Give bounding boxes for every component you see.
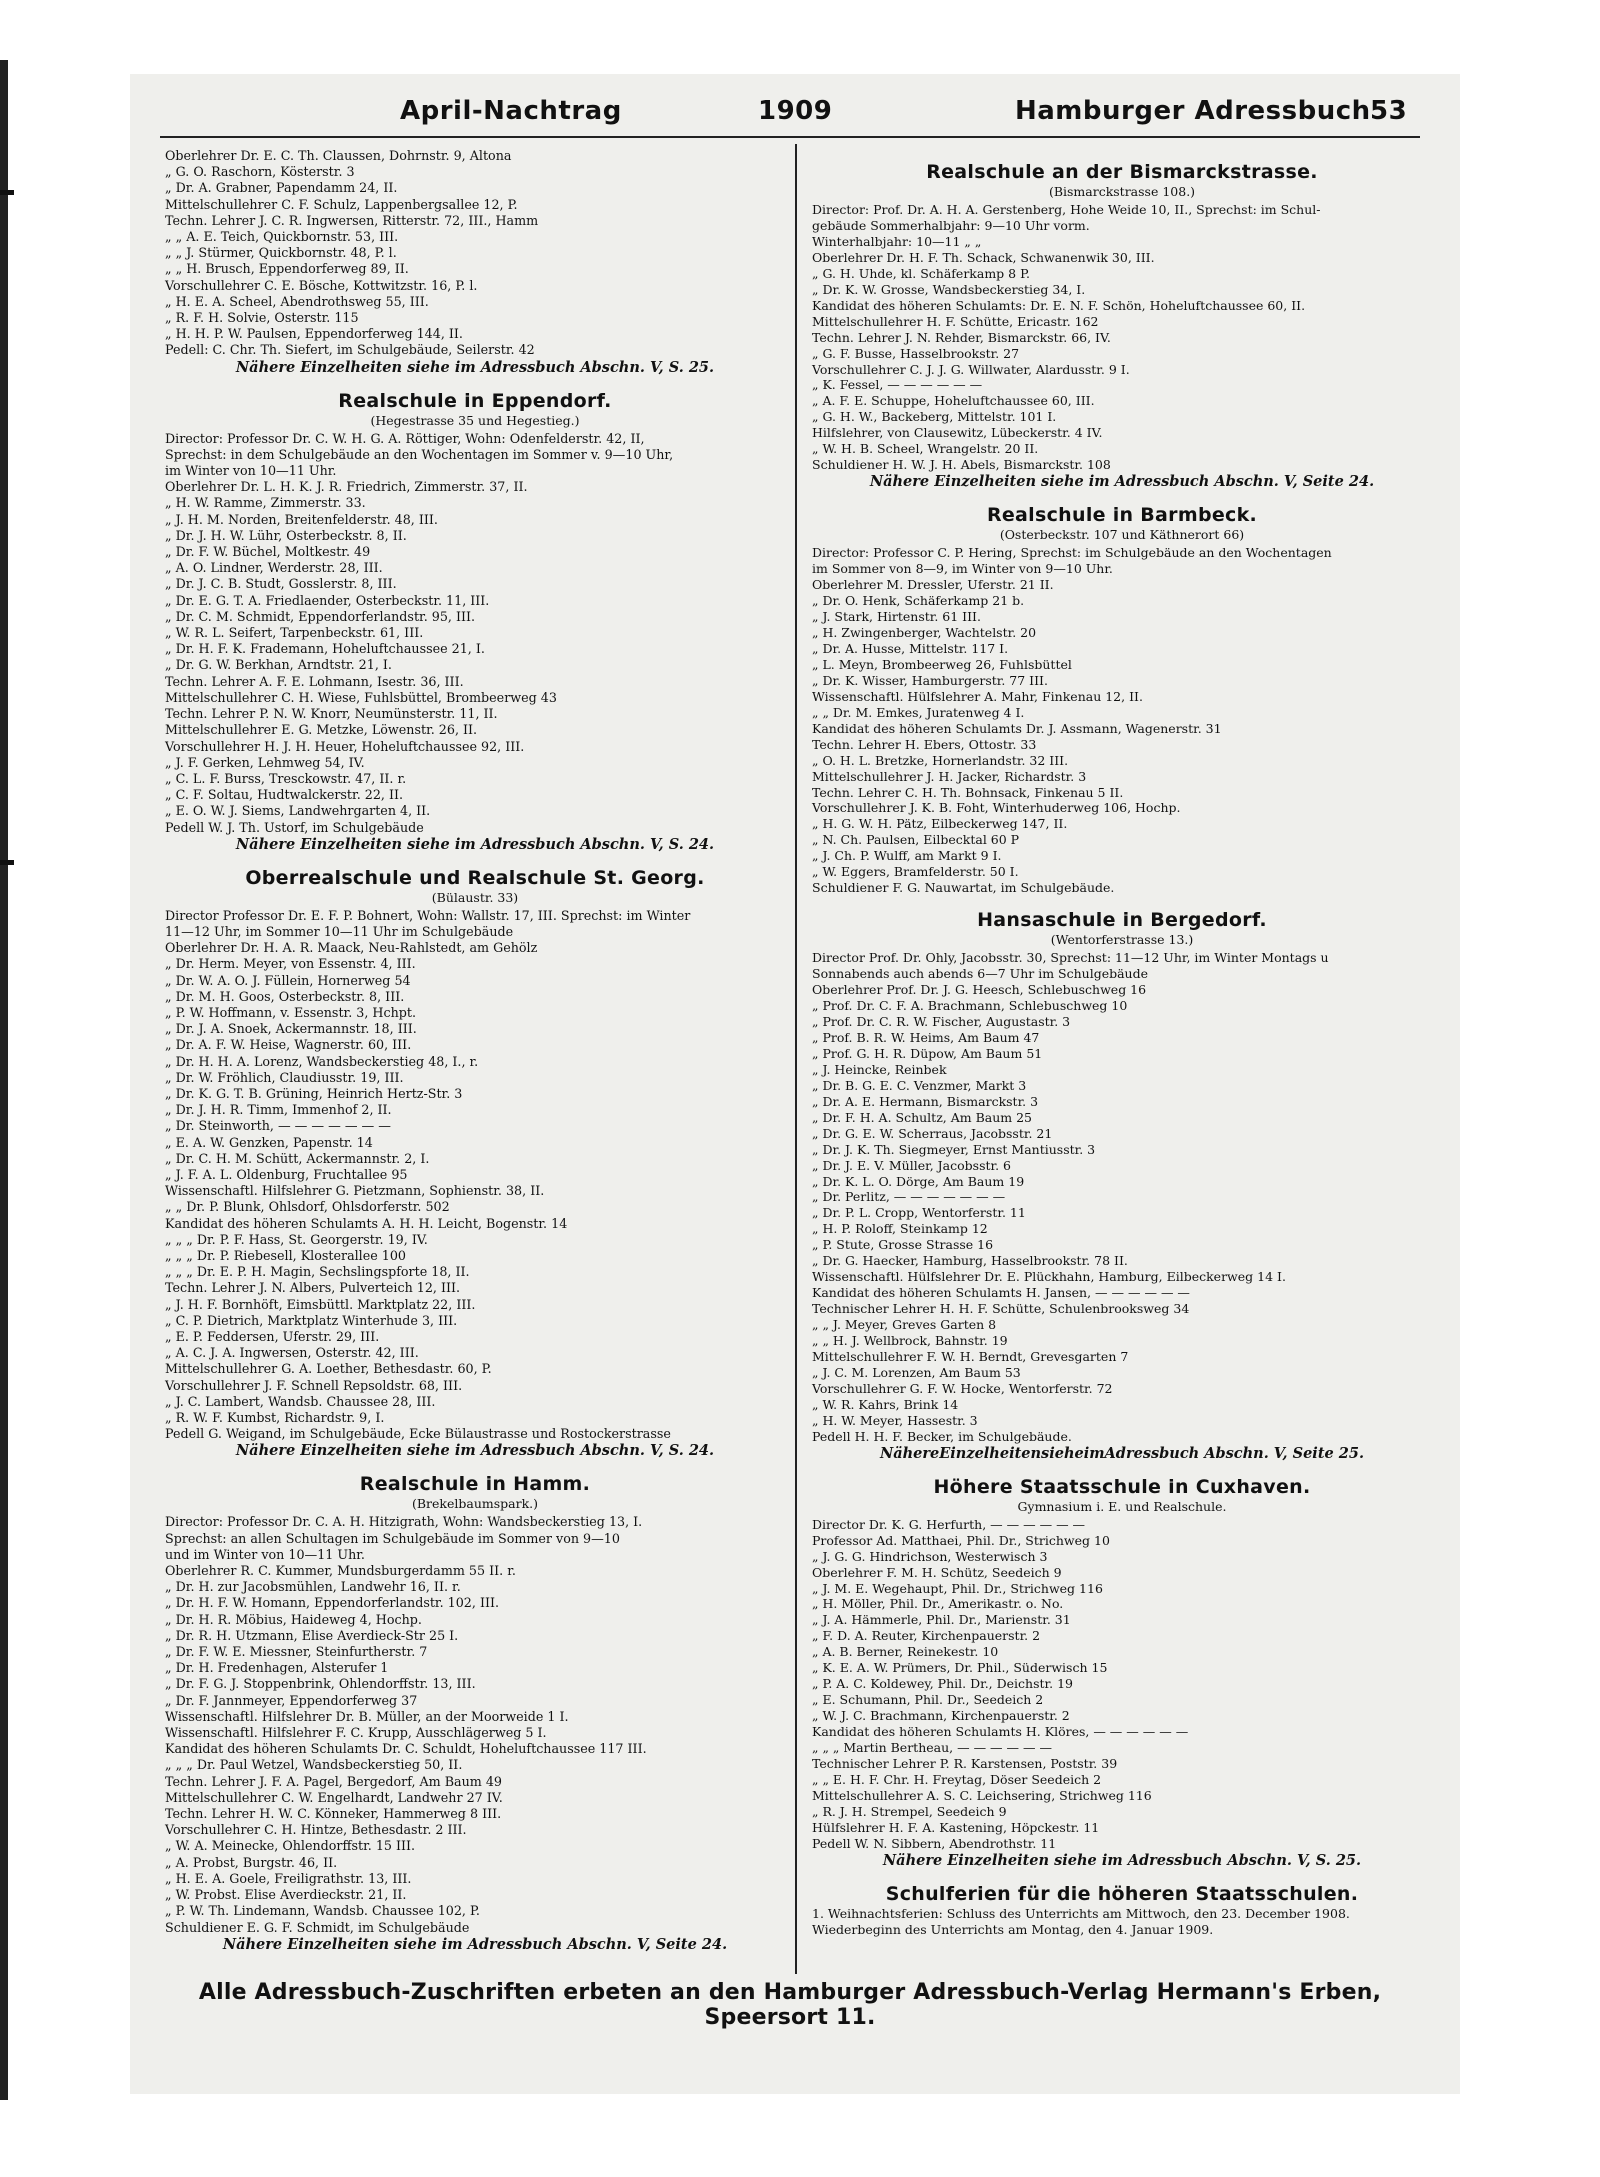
entry-line: Oberlehrer Dr. E. C. Th. Claussen, Dohrnstr. 9, Altona: [165, 148, 512, 163]
entry-line: Schuldiener E. G. F. Schmidt, im Schulgebäude: [165, 1919, 470, 1935]
entry-line: „ J. C. Lambert, Wandsb. Chaussee 28, III.: [165, 1393, 436, 1409]
entry-line: Techn. Lehrer C. H. Th. Bohnsack, Finkenau 5 II.: [812, 784, 1124, 800]
entry-line: „ W. R. Kahrs, Brink 14: [812, 1396, 959, 1412]
header-year: 1909: [758, 96, 833, 126]
section-title: Hansaschule in Bergedorf.: [977, 909, 1267, 932]
entry-line: Oberlehrer M. Dressler, Uferstr. 21 II.: [812, 577, 1054, 593]
section-title: Realschule in Hamm.: [359, 1473, 591, 1496]
entry-line: „ H. Zwingenberger, Wachtelstr. 20: [812, 624, 1037, 640]
entry-line: „ Dr. W. Fröhlich, Claudiusstr. 19, III.: [165, 1069, 404, 1085]
entry-line: „ E. P. Feddersen, Uferstr. 29, III.: [165, 1329, 380, 1344]
entry-line: „ Dr. A. E. Hermann, Bismarckstr. 3: [812, 1093, 1039, 1109]
entry-line: Director: Professor C. P. Hering, Sprechst: im Schulgebäude an den Wochentagen: [812, 545, 1332, 561]
section-title: Höhere Staatsschule in Cuxhaven.: [933, 1475, 1311, 1498]
entry-line: „ K. Fessel, — — — — — —: [812, 377, 983, 393]
entry-line: Winterhalbjahr: 10—11 „ „: [812, 233, 982, 249]
entry-line: 1. Weihnachtsferien: Schluss des Unterrichts am Mittwoch, den 23. December 1908.: [812, 1905, 1350, 1921]
entry-line: „ Dr. C. H. M. Schütt, Ackermannstr. 2, I.: [165, 1150, 430, 1166]
entry-line: Oberlehrer Dr. L. H. K. J. R. Friedrich, Zimmerstr. 37, II.: [165, 479, 528, 495]
entry-line: Pedell: C. Chr. Th. Siefert, im Schulgebäude, Seilerstr. 42: [165, 342, 535, 358]
entry-line: „ R. W. F. Kumbst, Richardstr. 9, I.: [165, 1410, 385, 1426]
entry-line: Mittelschullehrer C. F. Schulz, Lappenbergsallee 12, P.: [165, 196, 518, 212]
entry-line: „ Dr. F. W. Büchel, Moltkestr. 49: [165, 544, 371, 560]
entry-line: „ F. D. A. Reuter, Kirchenpauerstr. 2: [812, 1628, 1041, 1644]
entry-line: „ Dr. J. E. V. Müller, Jacobsstr. 6: [812, 1157, 1012, 1173]
entry-line: „ Dr. W. A. O. J. Füllein, Hornerweg 54: [165, 972, 411, 988]
entry-line: Oberlehrer R. C. Kummer, Mundsburgerdamm 55 II. r.: [165, 1563, 516, 1579]
entry-line: „ Dr. K. Wisser, Hamburgerstr. 77 III.: [812, 672, 1048, 688]
entry-line: Oberlehrer Dr. H. F. Th. Schack, Schwanenwik 30, III.: [812, 249, 1155, 265]
entry-line: „ „ Dr. P. Blunk, Ohlsdorf, Ohlsdorferstr. 502: [165, 1199, 450, 1215]
entry-line: im Winter von 10—11 Uhr.: [165, 463, 337, 479]
entry-line: „ Dr. B. G. E. C. Venzmer, Markt 3: [812, 1077, 1027, 1093]
entry-line: Vorschullehrer C. J. J. G. Willwater, Alardusstr. 9 I.: [812, 361, 1130, 377]
entry-line: Director Prof. Dr. Ohly, Jacobsstr. 30, Sprechst: 11—12 Uhr, im Winter Montags u: [812, 950, 1329, 966]
entry-line: „ H. H. P. W. Paulsen, Eppendorferweg 144, II.: [165, 326, 463, 342]
entry-line: „ C. F. Soltau, Hudtwalckerstr. 22, II.: [165, 787, 404, 803]
entry-line: „ J. A. Hämmerle, Phil. Dr., Marienstr. 31: [812, 1612, 1071, 1628]
entry-line: „ J. Ch. P. Wulff, am Markt 9 I.: [812, 848, 1002, 864]
entry-line: Mittelschullehrer C. W. Engelhardt, Landwehr 27 IV.: [165, 1789, 503, 1805]
entry-line: Wiederbeginn des Unterrichts am Montag, den 4. Januar 1909.: [812, 1921, 1214, 1937]
entry-line: „ C. P. Dietrich, Marktplatz Winterhude 3, III.: [165, 1312, 458, 1328]
entry-line: Mittelschullehrer J. H. Jacker, Richardstr. 3: [812, 768, 1087, 784]
entry-line: Vorschullehrer C. E. Bösche, Kottwitzstr. 16, P. l.: [165, 277, 478, 293]
entry-line: „ Dr. K. L. O. Dörge, Am Baum 19: [812, 1173, 1025, 1189]
entry-line: „ Dr. J. H. R. Timm, Immenhof 2, II.: [165, 1102, 392, 1118]
entry-line: „ J. M. E. Wegehaupt, Phil. Dr., Strichweg 116: [812, 1580, 1103, 1596]
page-header: [160, 96, 1420, 136]
entry-line: Hülfslehrer H. F. A. Kastening, Höpckestr. 11: [812, 1819, 1100, 1835]
entry-line: „ J. H. F. Bornhöft, Eimsbüttl. Marktplatz 22, III.: [165, 1296, 476, 1312]
entry-line: Sonnabends auch abends 6—7 Uhr im Schulgebäude: [812, 966, 1149, 982]
entry-line: „ Prof. B. R. W. Heims, Am Baum 47: [812, 1029, 1040, 1045]
entry-line: Techn. Lehrer J. N. Rehder, Bismarckstr. 66, IV.: [812, 329, 1111, 345]
entry-line: „ „ A. E. Teich, Quickbornstr. 53, III.: [165, 229, 399, 245]
entry-line: „ Dr. Herm. Meyer, von Essenstr. 4, III.: [165, 956, 416, 972]
section-note: Nähere Einzelheiten siehe im Adressbuch Abschn. V, Seite 24.: [869, 473, 1375, 491]
entry-line: „ Dr. A. F. W. Heise, Wagnerstr. 60, III.: [165, 1037, 412, 1053]
entry-line: Mittelschullehrer F. W. H. Berndt, Grevesgarten 7: [812, 1349, 1129, 1364]
section-title: Realschule in Eppendorf.: [338, 389, 612, 412]
entry-line: Technischer Lehrer P. R. Karstensen, Poststr. 39: [812, 1756, 1118, 1772]
school-section: [812, 1475, 1432, 1870]
section-subtitle: Gymnasium i. E. und Realschule.: [1017, 1498, 1227, 1514]
entry-line: Pedell G. Weigand, im Schulgebäude, Ecke Bülaustrasse und Rostockerstrasse: [165, 1426, 671, 1442]
entry-line: Techn. Lehrer J. N. Albers, Pulverteich 12, III.: [165, 1280, 461, 1296]
entry-line: Hilfslehrer, von Clausewitz, Lübeckerstr. 4 IV.: [812, 425, 1103, 441]
entry-line: Techn. Lehrer P. N. W. Knorr, Neumünsterstr. 11, II.: [165, 706, 498, 722]
entry-line: „ „ „ Dr. E. P. H. Magin, Sechslingspforte 18, II.: [165, 1264, 470, 1280]
entry-line: „ Dr. G. W. Berkhan, Arndtstr. 21, I.: [165, 657, 392, 673]
entry-line: „ Prof. G. H. R. Düpow, Am Baum 51: [812, 1045, 1043, 1061]
entry-line: „ H. Möller, Phil. Dr., Amerikastr. o. No.: [812, 1596, 1064, 1612]
entry-line: „ J. C. M. Lorenzen, Am Baum 53: [812, 1364, 1021, 1380]
section-title: Schulferien für die höheren Staatsschulen.: [885, 1882, 1359, 1905]
entry-line: „ J. F. A. L. Oldenburg, Fruchtallee 95: [165, 1166, 408, 1182]
entry-line: „ W. H. B. Scheel, Wrangelstr. 20 II.: [812, 441, 1039, 457]
entry-line: „ Dr. Steinworth, — — — — — — —: [165, 1118, 391, 1134]
school-section: [812, 503, 1432, 896]
entry-line: „ Dr. J. K. Th. Siegmeyer, Ernst Mantiusstr. 3: [812, 1141, 1096, 1157]
entry-line: Oberlehrer F. M. H. Schütz, Seedeich 9: [812, 1564, 1062, 1580]
entry-line: Pedell H. H. F. Becker, im Schulgebäude.: [812, 1428, 1072, 1444]
entry-line: „ Dr. F. G. J. Stoppenbrink, Ohlendorffstr. 13, III.: [165, 1676, 476, 1692]
entry-line: Director: Professor Dr. C. A. H. Hitzigrath, Wohn: Wandsbeckerstieg 13, I.: [165, 1514, 643, 1530]
section-subtitle: (Brekelbaumspark.): [411, 1496, 539, 1512]
entry-line: Schuldiener F. G. Nauwartat, im Schulgebäude.: [812, 880, 1115, 896]
entry-line: Director Dr. K. G. Herfurth, — — — — — —: [812, 1516, 1086, 1532]
entry-line: „ P. W. Hoffmann, v. Essenstr. 3, Hchpt.: [165, 1004, 417, 1020]
entry-line: „ Dr. A. Husse, Mittelstr. 117 I.: [812, 640, 1009, 656]
entry-line: „ A. Probst, Burgstr. 46, II.: [165, 1854, 338, 1870]
entry-line: „ J. Heincke, Reinbek: [812, 1061, 947, 1077]
entry-line: „ A. F. E. Schuppe, Hoheluftchaussee 60, III.: [812, 393, 1095, 409]
entry-line: Wissenschaftl. Hilfslehrer G. Pietzmann, Sophienstr. 38, II.: [165, 1183, 545, 1199]
entry-line: Techn. Lehrer H. Ebers, Ottostr. 33: [812, 736, 1037, 752]
entry-line: Oberlehrer Prof. Dr. J. G. Heesch, Schlebuschweg 16: [812, 982, 1147, 998]
page-number: 53: [1370, 96, 1408, 126]
entry-line: „ W. Eggers, Bramfelderstr. 50 I.: [812, 864, 1019, 880]
entry-line: Wissenschaftl. Hilfslehrer Dr. B. Müller, an der Moorweide 1 I.: [165, 1708, 569, 1724]
section-note: Nähere Einzelheiten siehe im Adressbuch Abschn. V, S. 25.: [882, 1851, 1362, 1869]
column-divider: [795, 144, 797, 1974]
entry-line: „ Dr. G. Haecker, Hamburg, Hasselbrookstr. 78 II.: [812, 1253, 1128, 1269]
entry-line: Technischer Lehrer H. H. F. Schütte, Schulenbrooksweg 34: [812, 1301, 1190, 1317]
entry-line: „ „ „ Martin Bertheau, — — — — — —: [812, 1740, 1052, 1756]
section-title: Realschule in Barmbeck.: [986, 504, 1258, 527]
entry-line: „ Dr. H. zur Jacobsmühlen, Landwehr 16, II. r.: [165, 1579, 461, 1595]
entry-line: Vorschullehrer J. F. Schnell Repsoldstr. 68, III.: [165, 1377, 463, 1393]
header-title: Hamburger Adressbuch: [1015, 96, 1371, 126]
entry-line: Sprechst: an allen Schultagen im Schulgebäude im Sommer von 9—10: [165, 1530, 620, 1546]
entry-line: Director: Prof. Dr. A. H. A. Gerstenberg, Hohe Weide 10, II., Sprechst: im Schul-: [812, 202, 1321, 217]
entry-line: „ „ „ Dr. P. F. Hass, St. Georgerstr. 19, IV.: [165, 1231, 428, 1247]
entry-line: „ W. A. Meinecke, Ohlendorffstr. 15 III.: [165, 1838, 416, 1854]
section-title: Realschule an der Bismarckstrasse.: [926, 161, 1318, 183]
entry-line: „ Dr. K. G. T. B. Grüning, Heinrich Hertz-Str. 3: [165, 1085, 463, 1101]
school-section: [812, 160, 1432, 491]
entry-line: „ „ H. J. Wellbrock, Bahnstr. 19: [812, 1333, 1008, 1349]
school-section: [812, 908, 1432, 1463]
entry-line: Techn. Lehrer A. F. E. Lohmann, Isestr. 36, III.: [165, 673, 464, 689]
entry-line: „ Dr. H. Fredenhagen, Alsterufer 1: [165, 1660, 389, 1676]
entry-line: Director: Professor Dr. C. W. H. G. A. Röttiger, Wohn: Odenfelderstr. 42, II,: [165, 430, 645, 446]
entry-line: Vorschullehrer C. H. Hintze, Bethesdastr. 2 III.: [165, 1822, 467, 1838]
entry-line: Techn. Lehrer J. C. R. Ingwersen, Ritterstr. 72, III., Hamm: [165, 212, 539, 228]
entry-line: „ Dr. K. W. Grosse, Wandsbeckerstieg 34, I.: [812, 281, 1086, 297]
entry-line: Schuldiener H. W. J. H. Abels, Bismarckstr. 108: [812, 457, 1111, 473]
entry-line: Kandidat des höheren Schulamts Dr. J. Assmann, Wagenerstr. 31: [812, 720, 1222, 736]
school-section: [165, 1472, 785, 1953]
entry-line: „ A. O. Lindner, Werderstr. 28, III.: [165, 560, 383, 576]
entry-line: „ „ Dr. M. Emkes, Juratenweg 4 I.: [812, 704, 1025, 720]
entry-line: im Sommer von 8—9, im Winter von 9—10 Uhr.: [812, 561, 1113, 577]
entry-line: „ L. Meyn, Brombeerweg 26, Fuhlsbüttel: [812, 656, 1072, 672]
entry-line: Wissenschaftl. Hülfslehrer Dr. E. Plückhahn, Hamburg, Eilbeckerweg 14 I.: [812, 1269, 1286, 1285]
entry-line: „ C. L. F. Burss, Tresckowstr. 47, II. r.: [165, 770, 407, 786]
entry-line: „ H. W. Meyer, Hassestr. 3: [812, 1412, 978, 1428]
entry-line: Mittelschullehrer E. G. Metzke, Löwenstr. 26, II.: [165, 722, 478, 738]
entry-line: „ P. A. C. Koldewey, Phil. Dr., Deichstr. 19: [812, 1676, 1073, 1692]
entry-line: „ P. Stute, Grosse Strasse 16: [812, 1237, 994, 1253]
entry-line: „ Dr. H. F. W. Homann, Eppendorferlandstr. 102, III.: [165, 1595, 500, 1611]
entry-line: „ Prof. Dr. C. R. W. Fischer, Augustastr. 3: [812, 1013, 1071, 1029]
entry-line: „ Dr. F. W. E. Miessner, Steinfurtherstr. 7: [165, 1644, 428, 1660]
header-left: April-Nachtrag: [400, 96, 622, 126]
school-section: [812, 1882, 1432, 1938]
section-note: Nähere Einzelheiten siehe im Adressbuch Abschn. V, Seite 24.: [222, 1935, 728, 1953]
entry-line: „ J. Stark, Hirtenstr. 61 III.: [812, 609, 981, 625]
entry-line: Mittelschullehrer G. A. Loether, Bethesdastr. 60, P.: [165, 1361, 492, 1377]
entry-line: Director Professor Dr. E. F. P. Bohnert, Wohn: Wallstr. 17, III. Sprechst: im Winter: [165, 907, 691, 923]
right-column: [812, 148, 1432, 1938]
page-footer: Alle Adressbuch-Zuschriften erbeten an den Hamburger Adressbuch-Verlag Hermann's Erben, Speersort 11.: [198, 1980, 1382, 2030]
scan-edge-strip: [0, 60, 8, 2100]
school-section: [165, 866, 785, 1461]
entry-line: „ Dr. G. E. W. Scherraus, Jacobsstr. 21: [812, 1125, 1053, 1141]
entry-line: Kandidat des höheren Schulamts H. Klöres, — — — — — —: [812, 1724, 1189, 1740]
entry-line: „ H. E. A. Scheel, Abendrothsweg 55, III.: [165, 293, 429, 309]
entry-line: „ H. E. A. Goele, Freiligrathstr. 13, III.: [165, 1870, 412, 1886]
entry-line: „ G. O. Raschorn, Kösterstr. 3: [165, 164, 355, 180]
entry-line: Techn. Lehrer H. W. C. Könneker, Hammerweg 8 III.: [165, 1806, 502, 1822]
entry-line: „ Dr. F. Jannmeyer, Eppendorferweg 37: [165, 1692, 418, 1708]
entry-line: „ P. W. Th. Lindemann, Wandsb. Chaussee 102, P.: [165, 1903, 480, 1919]
entry-line: „ W. Probst. Elise Averdieckstr. 21, II.: [165, 1887, 407, 1903]
entry-line: Kandidat des höheren Schulamts: Dr. E. N. F. Schön, Hoheluftchaussee 60, II.: [812, 297, 1306, 313]
section-note: Nähere Einzelheiten siehe im Adressbuch Abschn. V, S. 24.: [235, 835, 715, 853]
entry-line: „ E. A. W. Genzken, Papenstr. 14: [165, 1134, 373, 1150]
left-sections: [165, 389, 785, 1954]
section-subtitle: (Hegestrasse 35 und Hegestieg.): [370, 412, 580, 428]
entry-line: „ Dr. Perlitz, — — — — — — —: [812, 1189, 1006, 1205]
entry-line: „ „ J. Meyer, Greves Garten 8: [812, 1317, 997, 1333]
section-subtitle: (Bismarckstrasse 108.): [1048, 184, 1196, 199]
entry-line: „ H. G. W. H. Pätz, Eilbeckerweg 147, II.: [812, 816, 1068, 832]
entry-line: „ W. J. C. Brachmann, Kirchenpauerstr. 2: [812, 1708, 1070, 1724]
entry-line: „ R. J. H. Strempel, Seedeich 9: [812, 1803, 1007, 1819]
entry-line: gebäude Sommerhalbjahr: 9—10 Uhr vorm.: [812, 217, 1090, 233]
entry-line: „ Dr. O. Henk, Schäferkamp 21 b.: [812, 593, 1025, 609]
section-subtitle: (Osterbeckstr. 107 und Käthnerort 66): [999, 527, 1245, 543]
entry-line: „ J. H. M. Norden, Breitenfelderstr. 48, III.: [165, 511, 438, 527]
entry-line: „ „ „ Dr. P. Riebesell, Klosterallee 100: [165, 1247, 407, 1263]
header-rule: [160, 136, 1420, 138]
entry-line: „ Dr. A. Grabner, Papendamm 24, II.: [165, 180, 398, 196]
right-sections: [812, 160, 1432, 1938]
entry-line: „ A. B. Berner, Reinekestr. 10: [812, 1644, 999, 1660]
entry-line: Mittelschullehrer A. S. C. Leichsering, Strichweg 116: [812, 1787, 1152, 1803]
section-subtitle: (Bülaustr. 33): [431, 889, 519, 905]
entry-line: Kandidat des höheren Schulamts A. H. H. Leicht, Bogenstr. 14: [165, 1215, 568, 1231]
entry-line: „ J. G. G. Hindrichson, Westerwisch 3: [812, 1548, 1048, 1564]
entry-line: Professor Ad. Matthaei, Phil. Dr., Strichweg 10: [812, 1532, 1110, 1548]
entry-line: Vorschullehrer G. F. W. Hocke, Wentorferstr. 72: [812, 1380, 1113, 1396]
entry-line: und im Winter von 10—11 Uhr.: [165, 1546, 365, 1562]
entry-line: „ Dr. P. L. Cropp, Wentorferstr. 11: [812, 1205, 1026, 1221]
entry-line: Oberlehrer Dr. H. A. R. Maack, Neu-Rahlstedt, am Gehölz: [165, 940, 538, 956]
entry-line: „ Dr. H. H. A. Lorenz, Wandsbeckerstieg 48, I., r.: [165, 1053, 479, 1069]
entry-line: „ Dr. R. H. Utzmann, Elise Averdieck-Str 25 I.: [165, 1627, 459, 1643]
entry-line: „ J. F. Gerken, Lehmweg 54, IV.: [165, 754, 365, 770]
entry-line: „ „ E. H. F. Chr. H. Freytag, Döser Seedeich 2: [812, 1771, 1102, 1787]
entry-line: Wissenschaftl. Hilfslehrer F. C. Krupp, Ausschlägerweg 5 I.: [165, 1725, 547, 1741]
entry-line: „ W. R. L. Seifert, Tarpenbeckstr. 61, III.: [165, 625, 424, 641]
section-note: Nähere Einzelheiten siehe im Adressbuch Abschn. V, S. 24.: [235, 1442, 715, 1460]
entry-line: „ Dr. F. H. A. Schultz, Am Baum 25: [812, 1109, 1033, 1125]
section-note: Nähere Einzelheiten siehe im Adressbuch Abschn. V, S. 25.: [235, 358, 715, 376]
entry-line: „ G. H. Uhde, kl. Schäferkamp 8 P.: [812, 265, 1030, 281]
section-note: NähereEinzelheitensieheimAdressbuch Abschn. V, Seite 25.: [879, 1444, 1365, 1462]
entry-line: „ Dr. M. H. Goos, Osterbeckstr. 8, III.: [165, 988, 405, 1004]
entry-line: „ G. F. Busse, Hasselbrookstr. 27: [812, 345, 1020, 361]
entry-line: „ E. Schumann, Phil. Dr., Seedeich 2: [812, 1692, 1044, 1708]
scan-edge-mark: [0, 190, 14, 195]
school-section: [165, 389, 785, 854]
entry-line: „ O. H. L. Bretzke, Hornerlandstr. 32 III.: [812, 752, 1069, 768]
entry-line: „ E. O. W. J. Siems, Landwehrgarten 4, II.: [165, 803, 431, 819]
entry-line: „ A. C. J. A. Ingwersen, Osterstr. 42, III.: [165, 1345, 419, 1361]
left-column: [165, 148, 785, 1954]
entry-line: „ G. H. W., Backeberg, Mittelstr. 101 I.: [812, 409, 1057, 425]
entry-line: „ Dr. J. A. Snoek, Ackermannstr. 18, III.: [165, 1021, 417, 1037]
intro-block: [165, 148, 785, 359]
entry-line: „ R. F. H. Solvie, Osterstr. 115: [165, 310, 359, 326]
entry-line: „ K. E. A. W. Prümers, Dr. Phil., Süderwisch 15: [812, 1660, 1108, 1676]
entry-line: Mittelschullehrer C. H. Wiese, Fuhlsbüttel, Brombeerweg 43: [165, 689, 557, 705]
entry-line: „ Dr. C. M. Schmidt, Eppendorferlandstr. 95, III.: [165, 608, 476, 624]
entry-line: 11—12 Uhr, im Sommer 10—11 Uhr im Schulgebäude: [165, 923, 514, 939]
entry-line: „ Dr. J. C. B. Studt, Gosslerstr. 8, III.: [165, 576, 397, 592]
entry-line: Sprechst: in dem Schulgebäude an den Wochentagen im Sommer v. 9—10 Uhr,: [165, 446, 674, 462]
entry-line: Pedell W. N. Sibbern, Abendrothstr. 11: [812, 1835, 1057, 1851]
entry-line: Vorschullehrer J. K. B. Foht, Winterhuderweg 106, Hochp.: [812, 800, 1181, 816]
entry-line: Wissenschaftl. Hülfslehrer A. Mahr, Finkenau 12, II.: [812, 688, 1143, 704]
entry-line: „ N. Ch. Paulsen, Eilbecktal 60 P: [812, 832, 1020, 848]
entry-line: „ Dr. E. G. T. A. Friedlaender, Osterbeckstr. 11, III.: [165, 592, 490, 608]
entry-line: Kandidat des höheren Schulamts Dr. C. Schuldt, Hoheluftchaussee 117 III.: [165, 1741, 647, 1757]
entry-line: „ Prof. Dr. C. F. A. Brachmann, Schlebuschweg 10: [812, 998, 1128, 1014]
scan-edge-mark: [0, 860, 14, 865]
entry-line: „ H. W. Ramme, Zimmerstr. 33.: [165, 495, 366, 511]
entry-line: „ Dr. J. H. W. Lühr, Osterbeckstr. 8, II.: [165, 527, 407, 543]
section-subtitle: (Wentorferstrasse 13.): [1050, 932, 1194, 948]
entry-line: „ Dr. H. R. Möbius, Haideweg 4, Hochp.: [165, 1611, 422, 1627]
entry-line: Kandidat des höheren Schulamts H. Jansen, — — — — — —: [812, 1285, 1190, 1301]
entry-line: „ „ „ Dr. Paul Wetzel, Wandsbeckerstieg 50, II.: [165, 1757, 463, 1773]
entry-line: „ „ J. Stürmer, Quickbornstr. 48, P. l.: [165, 245, 397, 261]
entry-line: „ Dr. H. F. K. Frademann, Hoheluftchaussee 21, I.: [165, 641, 485, 657]
section-title: Oberrealschule und Realschule St. Georg.: [245, 866, 705, 889]
entry-line: Techn. Lehrer J. F. A. Pagel, Bergedorf, Am Baum 49: [165, 1773, 503, 1789]
entry-line: „ H. P. Roloff, Steinkamp 12: [812, 1221, 988, 1237]
entry-line: Mittelschullehrer H. F. Schütte, Ericastr. 162: [812, 313, 1099, 329]
entry-line: Vorschullehrer H. J. H. Heuer, Hoheluftchaussee 92, III.: [165, 738, 525, 754]
entry-line: „ „ H. Brusch, Eppendorferweg 89, II.: [165, 261, 409, 277]
entry-line: Pedell W. J. Th. Ustorf, im Schulgebäude: [165, 819, 424, 835]
